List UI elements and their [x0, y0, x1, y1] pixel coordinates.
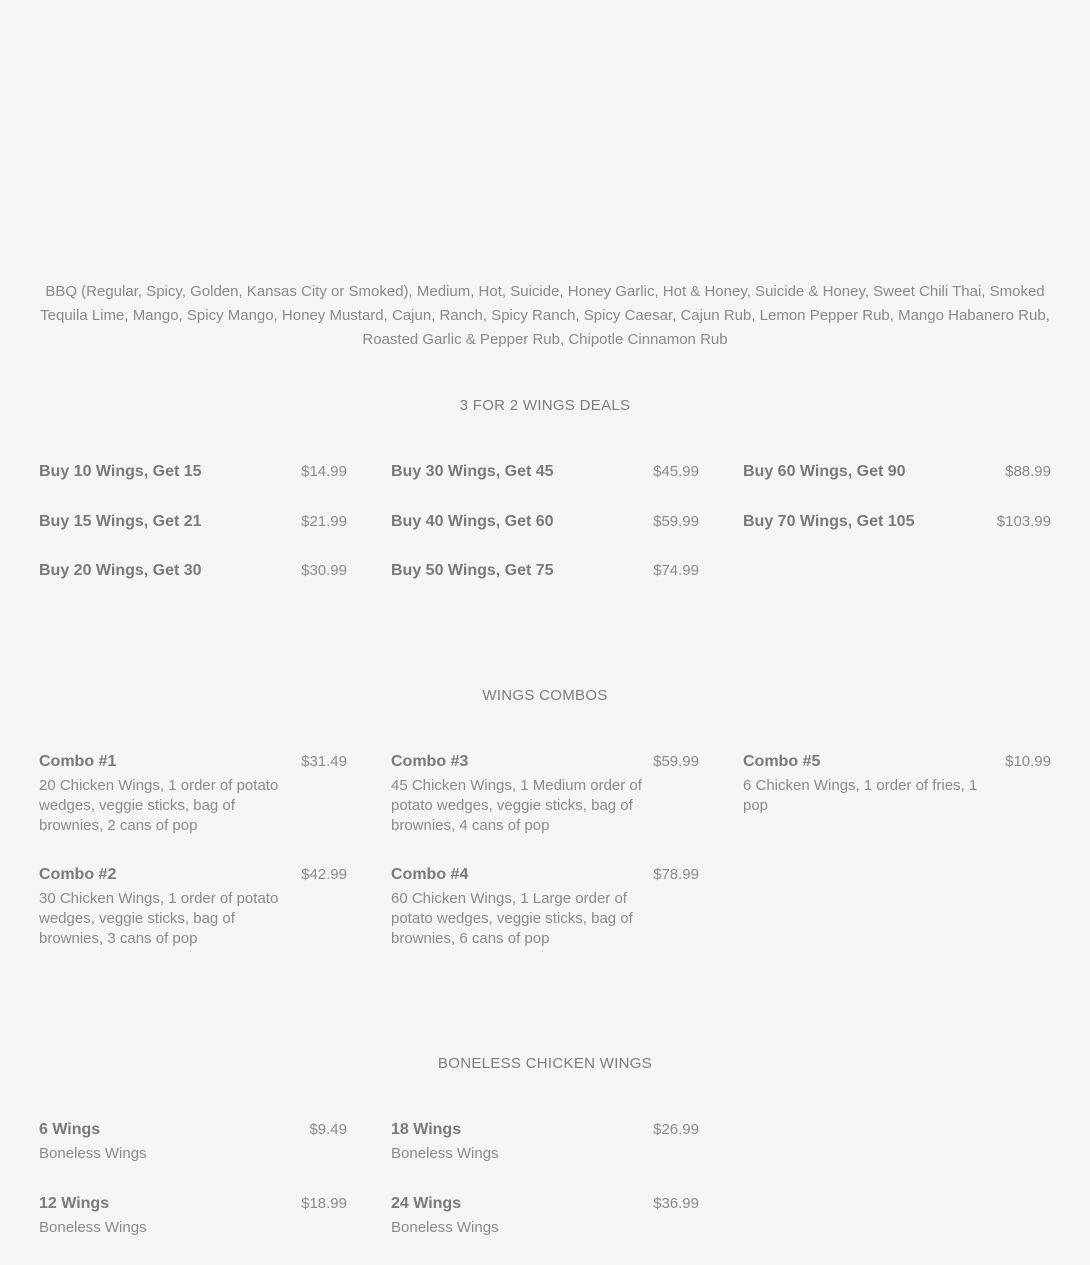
menu-item[interactable]	[39, 1194, 347, 1238]
menu-item[interactable]	[391, 462, 699, 482]
item-price: $59.99	[653, 753, 699, 770]
item-name: 24 Wings	[391, 1195, 462, 1212]
menu-item[interactable]	[39, 865, 347, 949]
item-description: Boneless Wings	[391, 1219, 499, 1236]
item-name: 12 Wings	[39, 1195, 110, 1212]
section-title-combos: WINGS COMBOS	[482, 687, 608, 704]
menu-item[interactable]	[743, 462, 1051, 482]
item-description: 60 Chicken Wings, 1 Large order of potato wedges, veggie sticks, bag of brownies, 6 cans of pop	[391, 890, 633, 947]
menu-item[interactable]	[391, 561, 699, 581]
item-price: $18.99	[301, 1195, 347, 1212]
item-name: Combo #2	[39, 866, 117, 883]
item-name: Buy 30 Wings, Get 45	[391, 463, 554, 480]
menu-item[interactable]	[743, 752, 1051, 816]
item-name: Combo #5	[743, 753, 821, 770]
item-price: $31.49	[301, 753, 347, 770]
item-price: $26.99	[653, 1121, 699, 1138]
menu-item[interactable]	[39, 462, 347, 482]
item-price: $36.99	[653, 1195, 699, 1212]
item-price: $78.99	[653, 866, 699, 883]
menu-item[interactable]	[39, 1120, 347, 1164]
item-name: Buy 70 Wings, Get 105	[743, 513, 915, 530]
item-price: $21.99	[301, 513, 347, 530]
item-name: Combo #1	[39, 753, 117, 770]
item-name: Buy 20 Wings, Get 30	[39, 562, 202, 579]
menu-item[interactable]	[391, 1120, 699, 1164]
menu-item[interactable]	[39, 512, 347, 532]
item-price: $59.99	[653, 513, 699, 530]
section-title-boneless: BONELESS CHICKEN WINGS	[437, 1055, 653, 1072]
flavor-list: BBQ (Regular, Spicy, Golden, Kansas City or Smoked), Medium, Hot, Suicide, Honey Garlic, Hot & Honey, Suicide & Honey, Sweet Chili Thai, Smoked Tequila Lime, Mango, Spicy Mango, Honey Mustard, Cajun, Ranch, Spicy Ranch, Spicy Caesar, Cajun Rub, Lemon Pepper Rub, Mango Habanero Rub, Roasted Garlic & Pepper Rub, Chipotle Cinnamon Rub	[40, 283, 1050, 348]
item-price: $74.99	[653, 562, 699, 579]
item-name: Buy 40 Wings, Get 60	[391, 513, 554, 530]
item-name: 6 Wings	[39, 1121, 101, 1138]
item-name: Buy 60 Wings, Get 90	[743, 463, 906, 480]
section-title-deals: 3 FOR 2 WINGS DEALS	[459, 397, 631, 414]
item-name: Combo #3	[391, 753, 469, 770]
item-price: $30.99	[301, 562, 347, 579]
item-description: 45 Chicken Wings, 1 Medium order of potato wedges, veggie sticks, bag of brownies, 4 cans of pop	[391, 777, 642, 834]
item-price: $9.49	[309, 1121, 347, 1138]
item-name: Buy 50 Wings, Get 75	[391, 562, 554, 579]
item-name: Buy 15 Wings, Get 21	[39, 513, 202, 530]
menu-item[interactable]	[39, 561, 347, 581]
item-price: $45.99	[653, 463, 699, 480]
item-price: $10.99	[1005, 753, 1051, 770]
item-description: Boneless Wings	[39, 1219, 147, 1236]
item-description: Boneless Wings	[391, 1145, 499, 1162]
menu-item[interactable]	[391, 512, 699, 532]
menu-item[interactable]	[39, 752, 347, 836]
item-description: 6 Chicken Wings, 1 order of fries, 1 pop	[743, 777, 978, 814]
item-price: $42.99	[301, 866, 347, 883]
menu-item[interactable]	[743, 512, 1051, 532]
item-price: $88.99	[1005, 463, 1051, 480]
item-price: $14.99	[301, 463, 347, 480]
menu-item[interactable]	[391, 1194, 699, 1238]
item-description: Boneless Wings	[39, 1145, 147, 1162]
menu-item[interactable]	[391, 865, 699, 949]
item-description: 30 Chicken Wings, 1 order of potato wedges, veggie sticks, bag of brownies, 3 cans of pop	[39, 890, 279, 947]
item-description: 20 Chicken Wings, 1 order of potato wedges, veggie sticks, bag of brownies, 2 cans of pop	[39, 777, 279, 834]
item-name: Buy 10 Wings, Get 15	[39, 463, 202, 480]
item-name: 18 Wings	[391, 1121, 462, 1138]
menu-item[interactable]	[391, 752, 699, 836]
item-price: $103.99	[996, 513, 1051, 530]
item-name: Combo #4	[391, 866, 469, 883]
